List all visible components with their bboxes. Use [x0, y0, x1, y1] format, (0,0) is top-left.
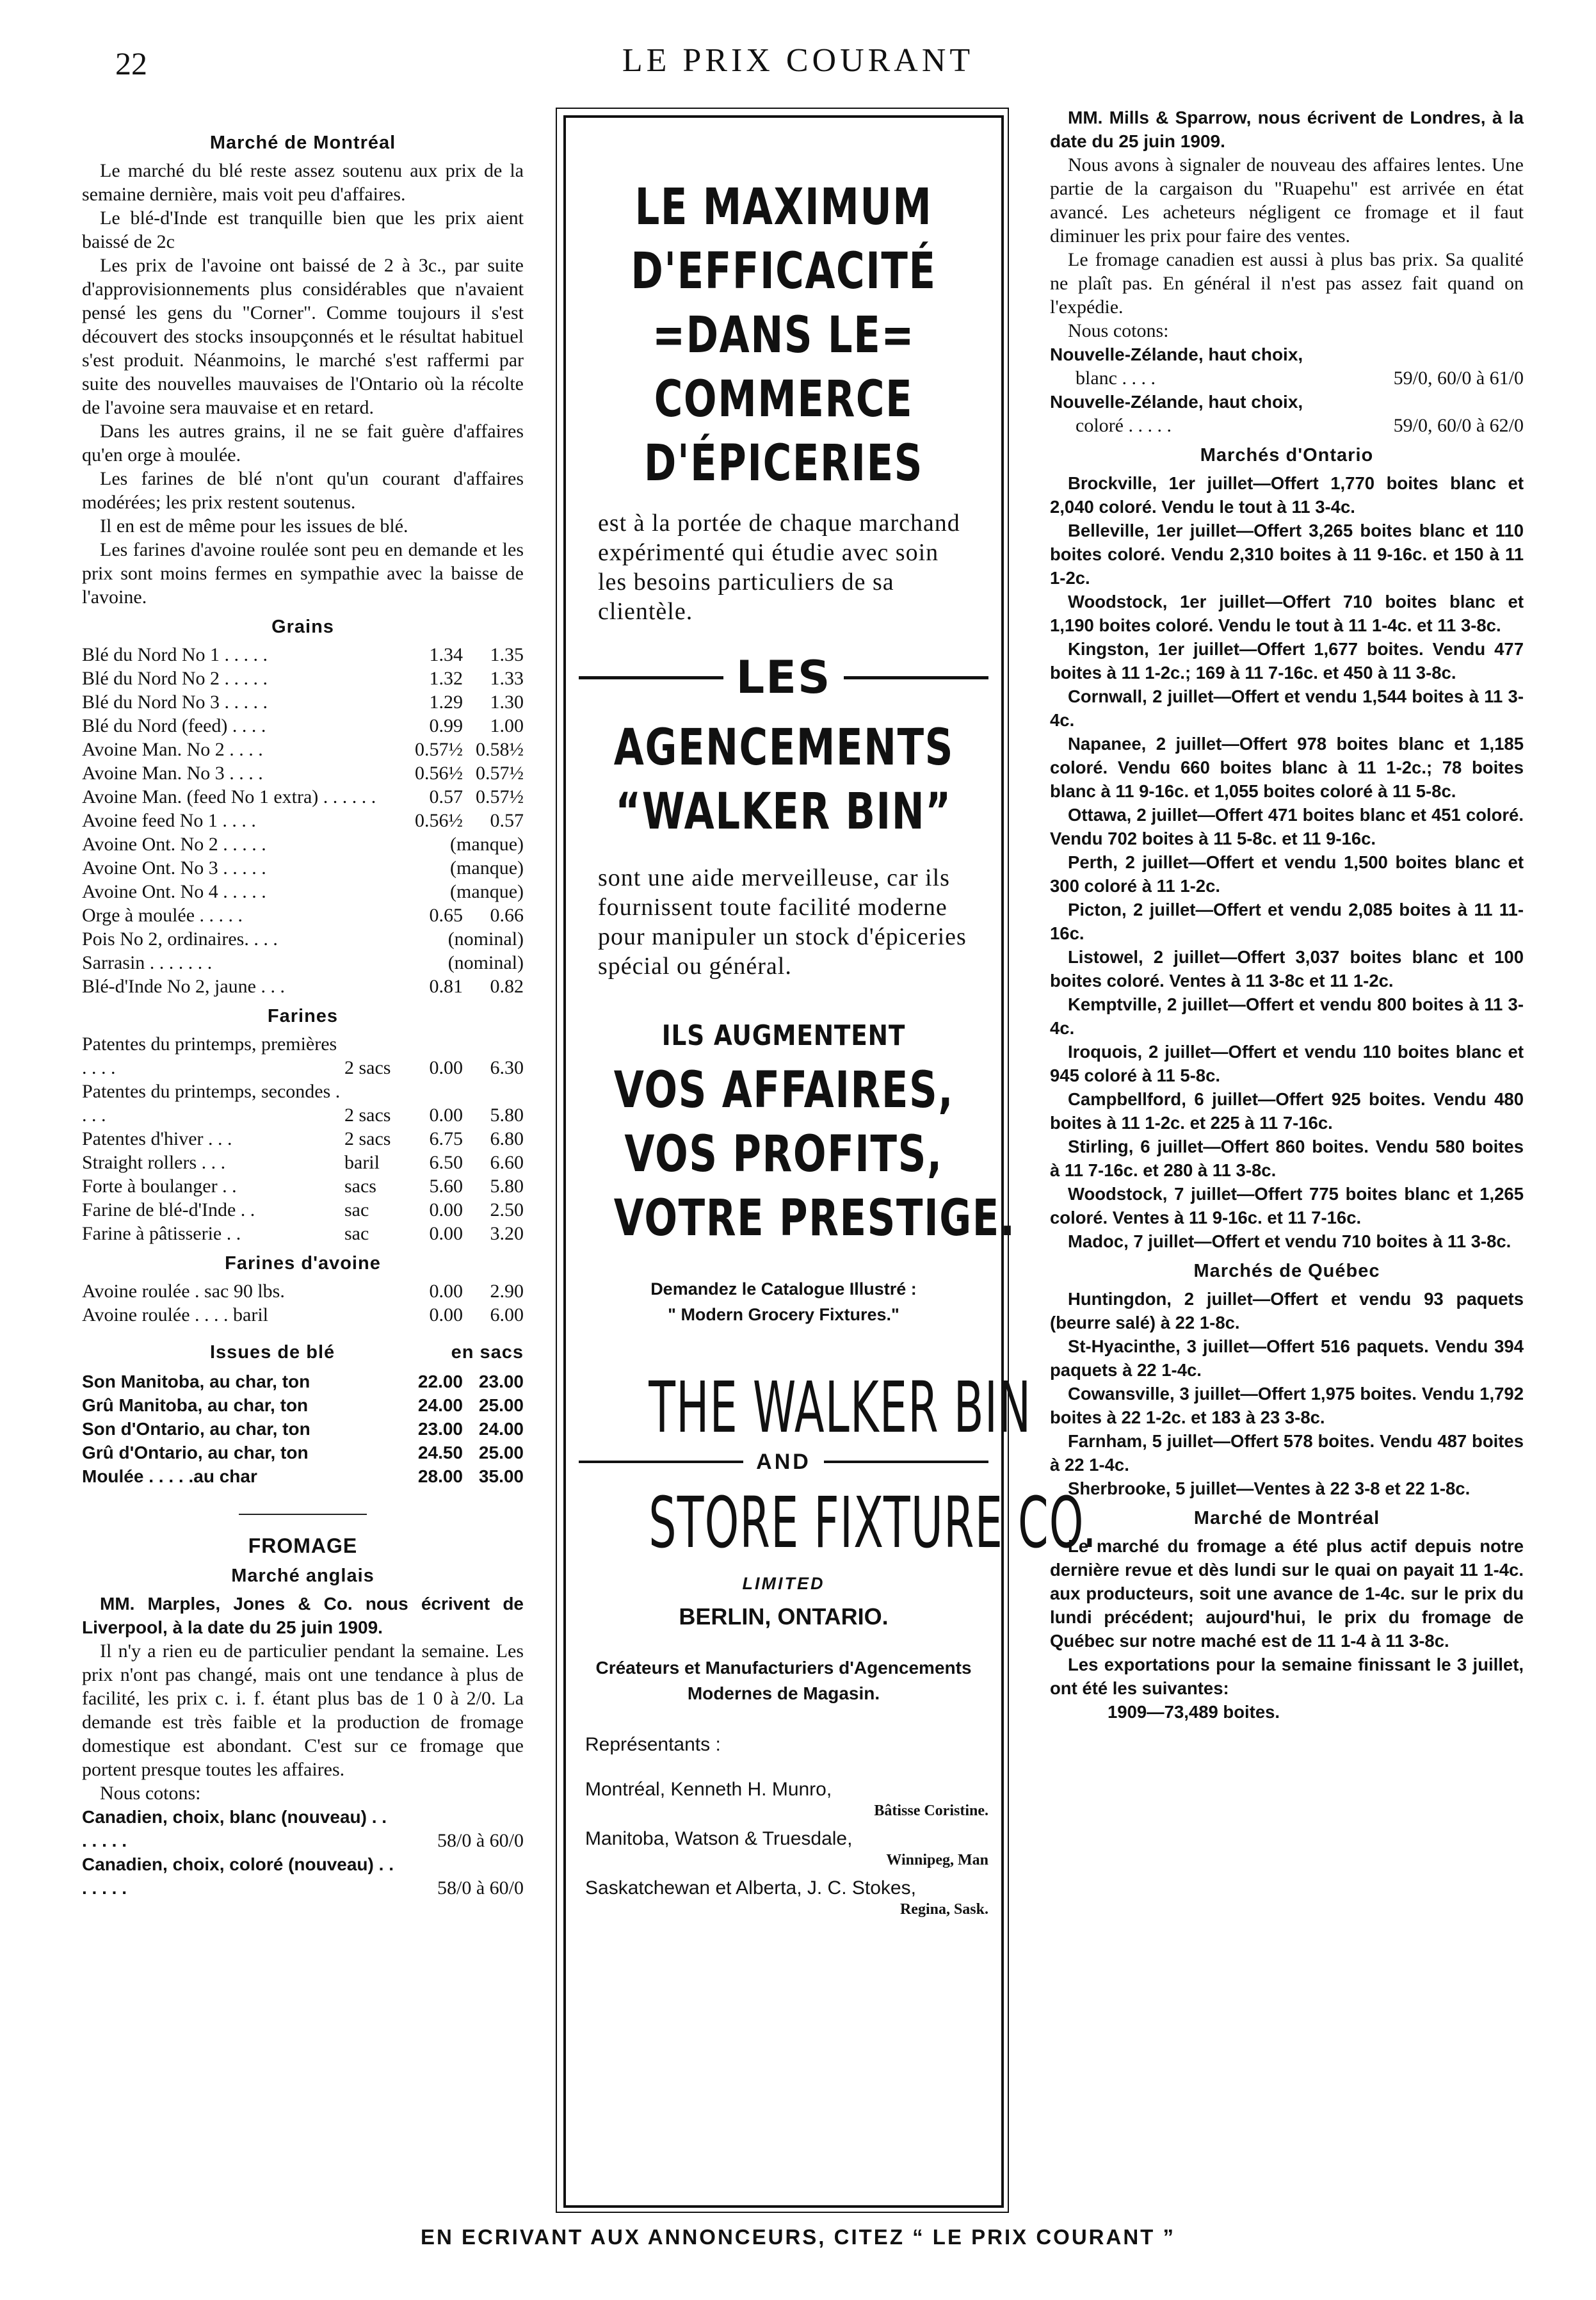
ad-benefit-line: VOS AFFAIRES, [613, 1062, 955, 1119]
table-row [82, 951, 524, 975]
price-low: 0.57½ [415, 739, 463, 760]
price-low: 6.50 [429, 1152, 463, 1173]
issues-heading-row [82, 1341, 524, 1365]
price-low: 6.75 [429, 1128, 463, 1149]
farines-avoine-heading: Farines d'avoine [225, 1253, 381, 1274]
price: 58/0 à 60/0 [437, 1877, 524, 1899]
item-name: Avoine roulée . sac 90 lbs. [82, 1281, 285, 1302]
price-status: (nominal) [447, 952, 524, 973]
price-high: 0.57½ [476, 763, 524, 784]
ad-limited: LIMITED [742, 1574, 825, 1593]
ad-les-text: LES [736, 651, 832, 704]
ad-and-line [566, 1449, 1001, 1475]
item-name: Pois No 2, ordinaires. . . . [82, 928, 278, 950]
price-high: 6.80 [490, 1128, 524, 1149]
price-low: 0.00 [429, 1223, 463, 1244]
table-row [82, 1393, 524, 1417]
ad-createurs: Créateurs et Manufacturiers d'Agencements Modernes de Magasin. [595, 1658, 972, 1703]
price-status: (manque) [450, 881, 524, 902]
price-low: 23.00 [417, 1419, 463, 1439]
table-row [82, 1222, 524, 1245]
item-name: Straight rollers . . . [82, 1152, 226, 1173]
price-low: 0.00 [429, 1057, 463, 1078]
price-high: 1.30 [490, 692, 524, 713]
unit: sacs [344, 1176, 376, 1197]
table-row [82, 761, 524, 785]
item-name: Blé du Nord No 2 . . . . . [82, 668, 268, 689]
item-name: Grû d'Ontario, au char, ton [82, 1443, 309, 1462]
market-report: Napanee, 2 juillet—Offert 978 boites blanc et 1,185 coloré. Vendu 660 boites blanc à 11 1-2c.; 78 boites blanc à 11 9-16c. et 1,055 boites coloré à 11 5-8c. [1050, 734, 1524, 801]
ad-representants-label: Représentants : [585, 1734, 721, 1755]
price-high: 2.90 [490, 1281, 524, 1302]
market-report: Huntingdon, 2 juillet—Offert et vendu 93 paquets (beurre salé) à 22 1-8c. [1050, 1289, 1524, 1332]
price-high: 1.33 [490, 668, 524, 689]
table-row [82, 1370, 524, 1393]
table-row [82, 667, 524, 690]
issues-unit-heading: en sacs [451, 1342, 524, 1363]
ad-headline-line: D'ÉPICERIES [643, 435, 924, 492]
table-row [82, 832, 524, 856]
price-status: (manque) [450, 857, 524, 879]
price-low: 0.57 [429, 786, 463, 807]
price-high: 5.80 [490, 1105, 524, 1126]
avoine-table [82, 1279, 524, 1327]
price-low: 0.00 [429, 1199, 463, 1220]
paragraph: Il en est de même pour les issues de blé. [100, 515, 408, 537]
marche-anglais-heading: Marché anglais [231, 1566, 375, 1586]
item-name: Patentes du printemps, secondes . . . . [82, 1081, 341, 1126]
price-high: 0.58½ [476, 739, 524, 760]
issues-heading: Issues de blé [210, 1342, 335, 1363]
table-row [82, 643, 524, 667]
market-report: Woodstock, 1er juillet—Offert 710 boites blanc et 1,190 boites coloré. Vendu le tout à 11 1-4c. et 11 3-8c. [1050, 592, 1524, 635]
ad-body-text: sont une aide merveilleuse, car ils fournissent toute facilité moderne pour manipuler un stock d'épiceries spécial ou général. [598, 864, 967, 980]
table-row [82, 714, 524, 738]
ad-augmentent: ILS AUGMENTENT [661, 1019, 906, 1052]
price-low: 0.65 [429, 905, 463, 926]
left-column [82, 125, 524, 1900]
table-row [82, 903, 524, 927]
ad-benefit-line: VOTRE PRESTIGE. [613, 1190, 1016, 1247]
market-report: Kemptville, 2 juillet—Offert et vendu 800 boites à 11 3-4c. [1050, 994, 1524, 1038]
price-high: 0.82 [490, 976, 524, 997]
ad-rep-manitoba-city: Winnipeg, Man [886, 1852, 988, 1868]
item-name: Forte à boulanger . . [82, 1176, 237, 1197]
price-low: 0.00 [429, 1304, 463, 1325]
market-report: Brockville, 1er juillet—Offert 1,770 boites blanc et 2,040 coloré. Vendu le tout à 11 3-4c. [1050, 473, 1524, 517]
price-low: 0.00 [429, 1105, 463, 1126]
decorative-rule [824, 1461, 988, 1463]
table-row [82, 690, 524, 714]
unit: 2 sacs [344, 1128, 391, 1149]
cotons-label: Nous cotons: [100, 1783, 201, 1804]
item-name: Patentes du printemps, premières . . . . [82, 1033, 337, 1078]
item-name: Canadien, choix, coloré (nouveau) . . . . . . . [82, 1854, 394, 1898]
ad-catalogue-title: " Modern Grocery Fixtures." [668, 1305, 899, 1324]
item-name: Blé du Nord (feed) . . . . [82, 715, 266, 736]
ad-rep-manitoba: Manitoba, Watson & Truesdale, [585, 1828, 853, 1849]
paragraph: Le marché du blé reste assez soutenu aux prix de la semaine dernière, mais voit peu d'affaires. [82, 160, 524, 205]
table-row [1050, 366, 1524, 390]
paragraph: Les farines d'avoine roulée sont peu en demande et les prix sont moins fermes en sympathie avec la baisse de l'avoine. [82, 539, 524, 608]
ad-and-text: AND [756, 1450, 811, 1474]
price-high: 6.00 [490, 1304, 524, 1325]
price-low: 0.81 [429, 976, 463, 997]
decorative-rule [579, 1461, 743, 1463]
market-report: Belleville, 1er juillet—Offert 3,265 boites blanc et 110 boites coloré. Vendu 2,310 boites à 11 9-16c. et 150 à 11 1-2c. [1050, 521, 1524, 588]
market-report: Sherbrooke, 5 juillet—Ventes à 22 3-8 et 22 1-8c. [1068, 1478, 1471, 1498]
table-row [82, 1174, 524, 1198]
price: 58/0 à 60/0 [437, 1830, 524, 1851]
item-name: Orge à moulée . . . . . [82, 905, 243, 926]
market-report: Listowel, 2 juillet—Offert 3,037 boites blanc et 100 boites coloré. Ventes à 11 3-8c et 11 1-2c. [1050, 947, 1524, 991]
price-low: 0.99 [429, 715, 463, 736]
unit: sac [344, 1199, 369, 1220]
table-row [82, 785, 524, 809]
item-name: Avoine Ont. No 3 . . . . . [82, 857, 266, 879]
farines-table [82, 1032, 524, 1245]
market-report: Ottawa, 2 juillet—Offert 471 boites blanc et 451 coloré. Vendu 702 boites à 11 5-8c. et 11 9-16c. [1050, 805, 1524, 848]
item-name: Patentes d'hiver . . . [82, 1128, 232, 1149]
market-report: Kingston, 1er juillet—Offert 1,677 boites. Vendu 477 boites à 11 1-2c.; 169 à 11 7-16c. et 450 à 11 3-8c. [1050, 639, 1524, 683]
market-report: St-Hyacinthe, 3 juillet—Offert 516 paquets. Vendu 394 paquets à 22 1-4c. [1050, 1336, 1524, 1380]
item-name: Farine à pâtisserie . . [82, 1223, 241, 1244]
price-low: 24.50 [417, 1443, 463, 1462]
walker-bin-advertisement [563, 115, 1097, 2208]
table-row [82, 927, 524, 951]
table-row [82, 1805, 524, 1852]
farines-heading: Farines [267, 1006, 339, 1026]
table-row [82, 1441, 524, 1464]
price-low: 22.00 [417, 1372, 463, 1391]
ad-headline-line: LE MAXIMUM [634, 179, 933, 236]
price-low: 1.34 [429, 644, 463, 665]
item-name: Sarrasin . . . . . . . [82, 952, 213, 973]
ad-catalogue-text: Demandez le Catalogue Illustré : [650, 1279, 917, 1299]
item-name: Grû Manitoba, au char, ton [82, 1395, 309, 1415]
ad-company-name: THE WALKER BIN [649, 1366, 1032, 1448]
market-report: Iroquois, 2 juillet—Offert et vendu 110 boites blanc et 945 coloré à 11 5-8c. [1050, 1042, 1524, 1085]
price-low: 0.56½ [415, 763, 463, 784]
price-status: (manque) [450, 834, 524, 855]
item-name: Avoine Ont. No 4 . . . . . [82, 881, 266, 902]
item-name: Son d'Ontario, au char, ton [82, 1419, 310, 1439]
paragraph: Le blé-d'Inde est tranquille bien que les prix aient baissé de 2c [82, 207, 524, 252]
paragraph: Nous avons à signaler de nouveau des affaires lentes. Une partie de la cargaison du "Ruapehu" est arrivée en état avancé. Les acheteurs négligent ce fromage et il faut diminuer les prix pour faire des ventes. [1050, 154, 1524, 247]
item-name: Blé du Nord No 3 . . . . . [82, 692, 268, 713]
table-row [82, 738, 524, 761]
exports-figure: 1909—73,489 boites. [1108, 1702, 1280, 1722]
price-low: 0.00 [429, 1281, 463, 1302]
nz-heading: Nouvelle-Zélande, haut choix, [1050, 344, 1303, 364]
unit: 2 sacs [344, 1057, 391, 1078]
market-report: Campbellford, 6 juillet—Offert 925 boites. Vendu 480 boites à 11 1-2c. et 225 à 11 7-16c. [1050, 1089, 1524, 1133]
table-row [82, 1303, 524, 1327]
item-name: Avoine roulée . . . . baril [82, 1304, 269, 1325]
paragraph: Dans les autres grains, il ne se fait guère d'affaires qu'en orge à moulée. [82, 421, 524, 466]
page-number: 22 [115, 45, 147, 81]
item-name: Canadien, choix, blanc (nouveau) . . . . . . . [82, 1807, 387, 1851]
item-name: Avoine Man. (feed No 1 extra) . . . . . . [82, 786, 376, 807]
ad-rep-saskatchewan: Saskatchewan et Alberta, J. C. Stokes, [585, 1877, 916, 1899]
table-row [82, 1417, 524, 1441]
price-high: 0.57 [490, 810, 524, 831]
page-footer: EN ECRIVANT AUX ANNONCEURS, CITEZ “ LE PRIX COURANT ” [421, 2225, 1175, 2249]
price-low: 28.00 [417, 1466, 463, 1486]
market-report: Madoc, 7 juillet—Offert et vendu 710 boites à 11 3-8c. [1068, 1231, 1511, 1251]
item-name: Avoine Ont. No 2 . . . . . [82, 834, 266, 855]
ad-headline-line: =DANS LE= [652, 307, 915, 364]
paragraph: MM. Mills & Sparrow, nous écrivent de Londres, à la date du 25 juin 1909. [1050, 108, 1524, 151]
ad-walker-bin-line: “WALKER BIN” [615, 783, 952, 841]
table-row [82, 809, 524, 832]
issues-table [82, 1370, 524, 1488]
montreal-cheese-heading: Marché de Montréal [1193, 1508, 1380, 1528]
table-row [82, 975, 524, 998]
item-name: Avoine Man. No 3 . . . . [82, 763, 263, 784]
paragraph: Il n'y a rien eu de particulier pendant la semaine. Les prix n'ont pas changé, mais ont une tendance à plus de facilité, les prix c. i. f. étant plus bas de 1 0 à 2/0. La demande est très faible et la production de fromage domestique est abondant. C'est sur ce fromage que portent presque toutes les affaires. [82, 1640, 524, 1780]
price-high: 24.00 [478, 1419, 524, 1439]
paragraph: MM. Marples, Jones & Co. nous écrivent de Liverpool, à la date du 25 juin 1909. [82, 1594, 524, 1637]
price-high: 35.00 [478, 1466, 524, 1486]
price-high: 6.60 [490, 1152, 524, 1173]
table-row [82, 1032, 524, 1080]
ad-city: BERLIN, ONTARIO. [679, 1603, 889, 1630]
price-low: 5.60 [429, 1176, 463, 1197]
ad-headline-line: D'EFFICACITÉ [631, 243, 937, 300]
price-high: 3.20 [490, 1223, 524, 1244]
item-name: Moulée . . . . .au char [82, 1466, 257, 1486]
table-row [82, 856, 524, 880]
ad-les-line [566, 645, 1001, 709]
price-high: 25.00 [478, 1395, 524, 1415]
fromage-heading: FROMAGE [248, 1534, 358, 1557]
table-row [82, 1127, 524, 1151]
grains-table [82, 643, 524, 998]
ad-agencements-line: AGENCEMENTS [613, 719, 955, 777]
montreal-grain-heading: Marché de Montréal [209, 133, 396, 153]
section-divider [239, 1514, 367, 1515]
table-row [82, 1198, 524, 1222]
item-name: blanc . . . . [1076, 368, 1156, 389]
paragraph: Les exportations pour la semaine finissant le 3 juillet, ont été les suivantes: [1050, 1655, 1524, 1698]
ad-rep-montreal-address: Bâtisse Coristine. [874, 1802, 988, 1819]
price-low: 1.29 [429, 692, 463, 713]
ad-headline-line: COMMERCE [654, 371, 914, 428]
table-row [82, 1279, 524, 1303]
market-report: Cowansville, 3 juillet—Offert 1,975 boites. Vendu 1,792 boites à 22 1-2c. et 183 à 23 3-8c. [1050, 1384, 1524, 1427]
market-report: Perth, 2 juillet—Offert et vendu 1,500 boites blanc et 300 coloré à 11 1-2c. [1050, 852, 1524, 896]
price-low: 24.00 [417, 1395, 463, 1415]
price: 59/0, 60/0 à 61/0 [1393, 368, 1524, 389]
item-name: Avoine feed No 1 . . . . [82, 810, 256, 831]
item-name: Farine de blé-d'Inde . . [82, 1199, 255, 1220]
quebec-heading: Marchés de Québec [1193, 1261, 1380, 1281]
item-name: coloré . . . . . [1076, 415, 1172, 436]
price-high: 23.00 [478, 1372, 524, 1391]
paragraph: Les farines de blé n'ont qu'un courant d'affaires modérées; les prix restent soutenus. [82, 468, 524, 513]
table-row [82, 1852, 524, 1900]
price-high: 0.57½ [476, 786, 524, 807]
market-report: Woodstock, 7 juillet—Offert 775 boites blanc et 1,265 coloré. Ventes à 11 9-16c. et 11 7-16c. [1050, 1184, 1524, 1227]
table-row [82, 1151, 524, 1174]
price-low: 0.56½ [415, 810, 463, 831]
unit: 2 sacs [344, 1105, 391, 1126]
cotons-label: Nous cotons: [1068, 320, 1169, 341]
ad-company-name-2: STORE FIXTURE CO. [649, 1482, 1097, 1564]
table-row [82, 880, 524, 903]
price-high: 1.35 [490, 644, 524, 665]
ad-rep-saskatchewan-city: Regina, Sask. [899, 1901, 988, 1918]
table-row [1050, 414, 1524, 437]
price-high: 25.00 [478, 1443, 524, 1462]
price-high: 1.00 [490, 715, 524, 736]
item-name: Son Manitoba, au char, ton [82, 1372, 310, 1391]
price-high: 5.80 [490, 1176, 524, 1197]
price-low: 1.32 [429, 668, 463, 689]
right-column [1050, 106, 1524, 1724]
paragraph: Le fromage canadien est aussi à plus bas prix. Sa qualité ne plaît pas. En général il n'est pas assez fait quand on l'expédie. [1050, 249, 1524, 318]
grains-heading: Grains [271, 617, 334, 637]
ontario-heading: Marchés d'Ontario [1200, 445, 1374, 466]
ad-body-text: est à la portée de chaque marchand expérimenté qui étudie avec soin les besoins particuliers de sa clientèle. [598, 510, 960, 625]
table-row [82, 1464, 524, 1488]
item-name: Blé du Nord No 1 . . . . . [82, 644, 268, 665]
paragraph: Les prix de l'avoine ont baissé de 2 à 3c., par suite d'approvisionnements plus considérables que n'avaient pensé les gens du "Corner". Comme toujours il s'est découvert des stocks insoupçonnés et le résultat habituel s'est produit. Néanmoins, le marché s'est raffermi par suite des nouvelles mauvaises de l'Ontario où la récolte de l'avoine sera mauvaise et en retard. [82, 255, 524, 418]
market-report: Stirling, 6 juillet—Offert 860 boites. Vendu 580 boites à 11 7-16c. et 280 à 11 3-8c. [1050, 1137, 1524, 1180]
page-header [0, 38, 1596, 90]
market-report: Cornwall, 2 juillet—Offert et vendu 1,544 boites à 11 3-4c. [1050, 686, 1524, 730]
market-report: Picton, 2 juillet—Offert et vendu 2,085 boites à 11 11-16c. [1050, 900, 1524, 943]
nz-heading: Nouvelle-Zélande, haut choix, [1050, 392, 1303, 412]
item-name: Avoine Man. No 2 . . . . [82, 739, 263, 760]
unit: baril [344, 1152, 380, 1173]
paragraph: Le marché du fromage a été plus actif depuis notre dernière revue et dès lundi sur le quai on payait 11 1-4c. aux producteurs, soit une avance de 1-4c. sur le prix du lundi précédent; aujourd'hui, le prix du fromage de Québec sur notre maché est de 11 1-4 à 11 3-8c. [1050, 1536, 1524, 1651]
ad-benefit-line: VOS PROFITS, [624, 1126, 943, 1183]
ad-rep-montreal: Montréal, Kenneth H. Munro, [585, 1779, 832, 1800]
market-report: Farnham, 5 juillet—Offert 578 boites. Vendu 487 boites à 22 1-4c. [1050, 1431, 1524, 1475]
decorative-rule [579, 676, 723, 679]
price-status: (nominal) [447, 928, 524, 950]
table-row [82, 1080, 524, 1127]
price-high: 6.30 [490, 1057, 524, 1078]
decorative-rule [844, 676, 988, 679]
item-name: Blé-d'Inde No 2, jaune . . . [82, 976, 285, 997]
unit: sac [344, 1223, 369, 1244]
price: 59/0, 60/0 à 62/0 [1393, 415, 1524, 436]
price-high: 0.66 [490, 905, 524, 926]
price-high: 2.50 [490, 1199, 524, 1220]
journal-title: LE PRIX COURANT [622, 42, 974, 79]
